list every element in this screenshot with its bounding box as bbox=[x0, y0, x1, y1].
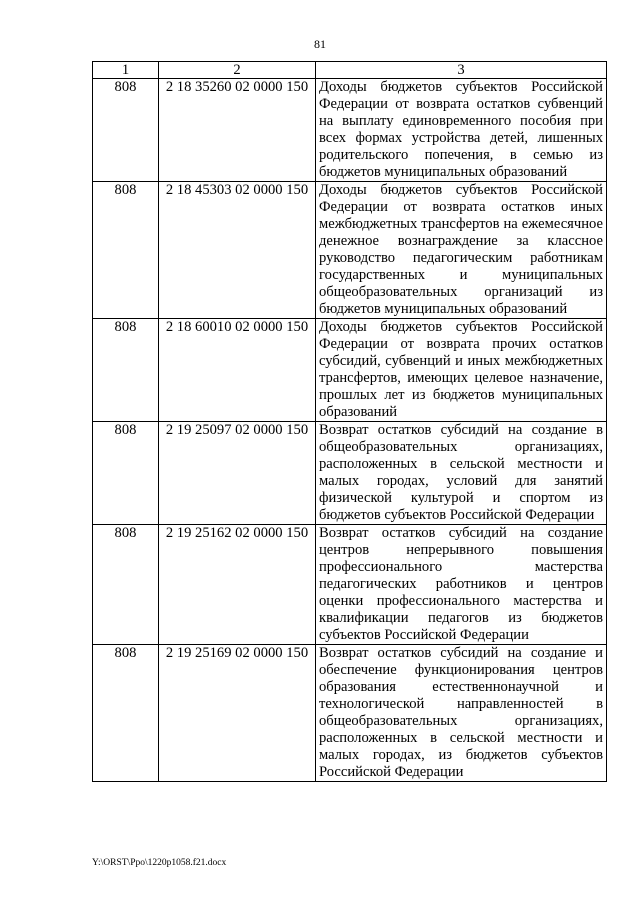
file-path-footer: Y:\ORST\Ppo\1220p1058.f21.docx bbox=[92, 858, 227, 868]
table-header-row bbox=[93, 62, 607, 79]
revenue-code-cell: 2 18 60010 02 0000 150 bbox=[159, 319, 316, 422]
table-row bbox=[93, 422, 607, 525]
description-cell: Возврат остатков субсидий на создание в общеобразовательных организациях, расположенных в сельской местности и малых городах, условий для занятий физической культурой и спортом из бюджетов субъектов Российской Федерации bbox=[316, 422, 607, 525]
revenue-code-cell: 2 18 35260 02 0000 150 bbox=[159, 79, 316, 182]
admin-code-cell: 808 bbox=[93, 525, 159, 645]
revenue-code-cell: 2 19 25169 02 0000 150 bbox=[159, 645, 316, 782]
table-row bbox=[93, 79, 607, 182]
page-number: 81 bbox=[314, 37, 326, 51]
admin-code-cell: 808 bbox=[93, 79, 159, 182]
table-row bbox=[93, 182, 607, 319]
revenue-code-cell: 2 19 25097 02 0000 150 bbox=[159, 422, 316, 525]
column-header-2: 2 bbox=[159, 62, 316, 79]
description-cell: Доходы бюджетов субъектов Российской Федерации от возврата остатков иных межбюджетных трансфертов на ежемесячное денежное вознаграждение за классное руководство педагогическим работникам государственных и муниципальных общеобразовательных организаций из бюджетов муниципальных образований bbox=[316, 182, 607, 319]
description-cell: Возврат остатков субсидий на создание и обеспечение функционирования центров образования естественнонаучной и технологической направленностей в общеобразовательных организациях, расположенных в сельской местности и малых городах, из бюджетов субъектов Российской Федерации bbox=[316, 645, 607, 782]
table-row bbox=[93, 319, 607, 422]
budget-codes-table bbox=[92, 61, 607, 782]
column-header-1: 1 bbox=[93, 62, 159, 79]
description-cell: Доходы бюджетов субъектов Российской Федерации от возврата прочих остатков субсидий, субвенций и иных межбюджетных трансфертов, имеющих целевое назначение, прошлых лет из бюджетов муниципальных образований bbox=[316, 319, 607, 422]
admin-code-cell: 808 bbox=[93, 182, 159, 319]
description-cell: Доходы бюджетов субъектов Российской Федерации от возврата остатков субвенций на выплату единовременного пособия при всех формах устройства детей, лишенных родительского попечения, в семью из бюджетов муниципальных образований bbox=[316, 79, 607, 182]
column-header-3: 3 bbox=[316, 62, 607, 79]
revenue-code-cell: 2 18 45303 02 0000 150 bbox=[159, 182, 316, 319]
revenue-code-cell: 2 19 25162 02 0000 150 bbox=[159, 525, 316, 645]
admin-code-cell: 808 bbox=[93, 645, 159, 782]
description-cell: Возврат остатков субсидий на создание центров непрерывного повышения профессионального мастерства педагогических работников и центров оценки профессионального мастерства и квалификации педагогов из бюджетов субъектов Российской Федерации bbox=[316, 525, 607, 645]
table-row bbox=[93, 645, 607, 782]
table-row bbox=[93, 525, 607, 645]
admin-code-cell: 808 bbox=[93, 422, 159, 525]
admin-code-cell: 808 bbox=[93, 319, 159, 422]
